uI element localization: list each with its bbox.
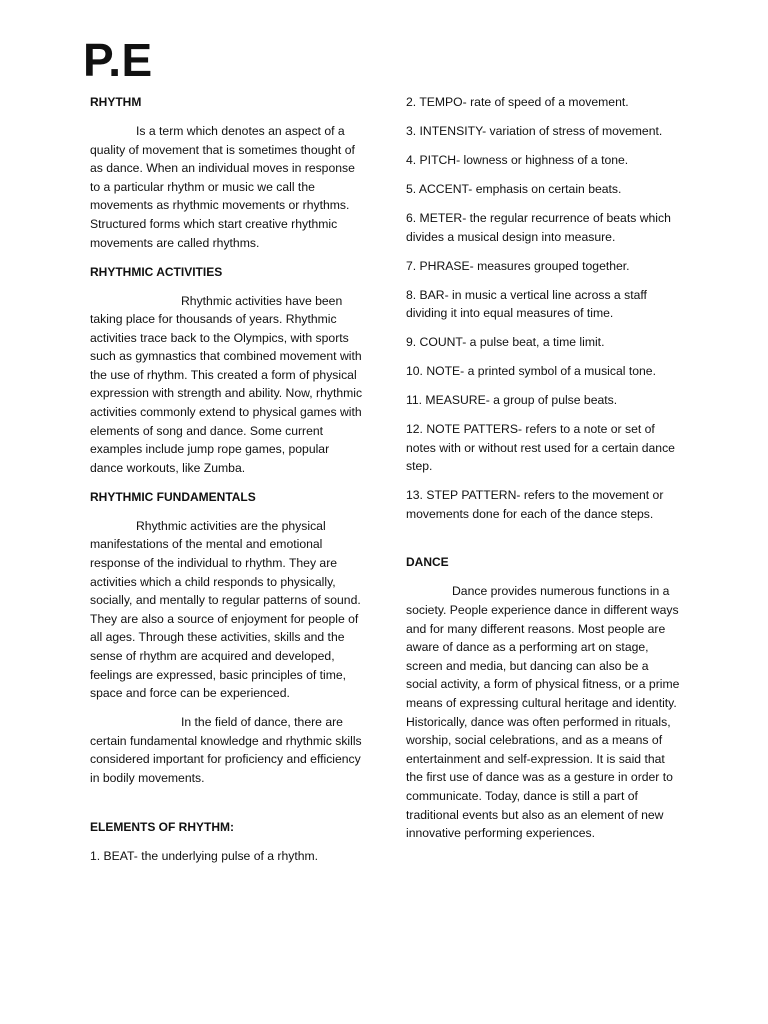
rhythmic-fundamentals-heading: RHYTHMIC FUNDAMENTALS	[90, 489, 256, 504]
rhythmic-fundamentals-paragraph-2: In the field of dance, there are certain fundamental knowledge and rhythmic skills considered important for proficiency and efficiency in bodily movements.	[90, 715, 362, 785]
element-item-note-patters: 12. NOTE PATTERS- refers to a note or set of notes with or without rest used for a certain dance step.	[406, 422, 675, 474]
rhythmic-activities-heading: RHYTHMIC ACTIVITIES	[90, 264, 223, 279]
page-title: P.E	[83, 34, 153, 86]
dance-heading: DANCE	[406, 555, 449, 570]
left-column	[90, 93, 365, 865]
right-column	[406, 93, 681, 843]
dance-paragraph: Dance provides numerous functions in a society. People experience dance in different ways and for many different reasons. Most people are aware of dance as a performing art on stage, screen and media, but dancing can also be a social activity, a form of physical fitness, or a prime means of expressing cultural heritage and identity. Historically, dance was often performed in rituals, worship, social celebrations, and as a means of entertainment and self-expression. It is said that the first use of dance was as a gesture in order to communicate. Today, dance is still a part of traditional events but also as an element of new innovative performing experiences.	[406, 584, 680, 841]
elements-of-rhythm-heading: ELEMENTS OF RHYTHM:	[90, 819, 234, 834]
rhythm-paragraph: Is a term which denotes an aspect of a quality of movement that is sometimes thought of as dance. When an individual moves in response to a particular rhythm or music we call the movements as rhythmic movements or rhythms. Structured forms which start creative rhythmic movements are called rhythms.	[90, 123, 355, 250]
element-item-bar: 8. BAR- in music a vertical line across a staff dividing it into equal measures of time.	[406, 287, 647, 321]
element-item-pitch: 4. PITCH- lowness or highness of a tone.	[406, 152, 629, 167]
element-item-intensity: 3. INTENSITY- variation of stress of movement.	[406, 123, 663, 138]
element-item-step-pattern: 13. STEP PATTERN- refers to the movement or movements done for each of the dance steps.	[406, 488, 664, 521]
element-item-accent: 5. ACCENT- emphasis on certain beats.	[406, 181, 622, 196]
element-item-meter: 6. METER- the regular recurrence of beats which divides a musical design into measure.	[406, 210, 671, 244]
rhythmic-activities-paragraph: Rhythmic activities have been taking place for thousands of years. Rhythmic activities trace back to the Olympics, with sports such as gymnastics that combined movement with the use of rhythm. This created a form of physical expression with strength and ability. Now, rhythmic activities commonly extend to physical games with elements of song and dance. Some current examples include jump rope games, popular dance workouts, like Zumba.	[90, 293, 363, 475]
element-item-count: 9. COUNT- a pulse beat, a time limit.	[406, 335, 605, 350]
element-item-tempo: 2. TEMPO- rate of speed of a movement.	[406, 95, 629, 109]
rhythm-heading: RHYTHM	[90, 95, 142, 109]
element-item-measure: 11. MEASURE- a group of pulse beats.	[406, 393, 618, 408]
element-item-note: 10. NOTE- a printed symbol of a musical tone.	[406, 364, 656, 379]
element-item-phrase: 7. PHRASE- measures grouped together.	[406, 258, 630, 273]
rhythmic-fundamentals-paragraph-1: Rhythmic activities are the physical manifestations of the mental and emotional response of the individual to rhythm. They are activities which a child responds to physically, socially, and mentally to regular patterns of sound. They are also a source of enjoyment for people of all ages. Through these activities, skills and the sense of rhythm are acquired and developed, feelings are expressed, basic principles of time, space and force can be experienced.	[90, 518, 361, 701]
element-item-beat: 1. BEAT- the underlying pulse of a rhythm.	[90, 848, 319, 863]
